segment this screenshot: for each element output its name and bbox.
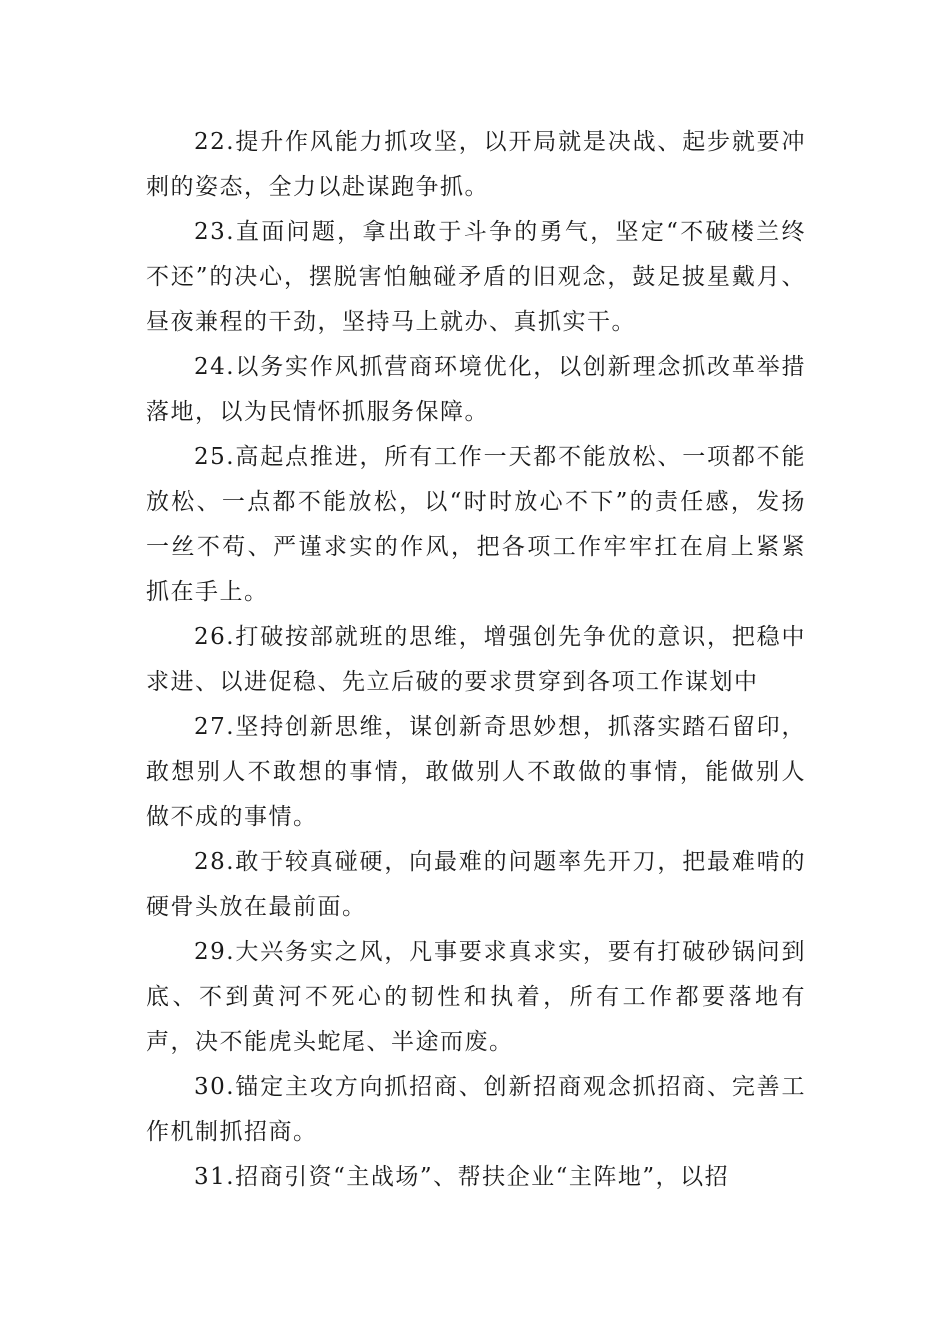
document-body (146, 120, 806, 1200)
paragraph-29: 29.大兴务实之风，凡事要求真求实，要有打破砂锅问到底、不到黄河不死心的韧性和执着，所有工作都要落地有声，决不能虎头蛇尾、半途而废。 (146, 939, 806, 1055)
paragraph-27: 27.坚持创新思维，谋创新奇思妙想，抓落实踏石留印，敢想别人不敢想的事情，敢做别人不敢做的事情，能做别人做不成的事情。 (146, 714, 806, 830)
paragraph-25: 25.高起点推进，所有工作一天都不能放松、一项都不能放松、一点都不能放松，以“时时放心不下”的责任感，发扬一丝不苟、严谨求实的作风，把各项工作牢牢扛在肩上紧紧抓在手上。 (146, 444, 806, 605)
paragraph-28: 28.敢于较真碰硬，向最难的问题率先开刀，把最难啃的硬骨头放在最前面。 (146, 849, 806, 920)
paragraph-22: 22.提升作风能力抓攻坚，以开局就是决战、起步就要冲刺的姿态，全力以赴谋跑争抓。 (146, 129, 806, 200)
paragraph-24: 24.以务实作风抓营商环境优化，以创新理念抓改革举措落地，以为民情怀抓服务保障。 (146, 354, 806, 425)
paragraph-31: 31.招商引资“主战场”、帮扶企业“主阵地”，以招 (194, 1164, 730, 1190)
paragraph-30: 30.锚定主攻方向抓招商、创新招商观念抓招商、完善工作机制抓招商。 (146, 1074, 806, 1145)
paragraph-23: 23.直面问题，拿出敢于斗争的勇气，坚定“不破楼兰终不还”的决心，摆脱害怕触碰矛盾的旧观念，鼓足披星戴月、昼夜兼程的干劲，坚持马上就办、真抓实干。 (146, 219, 806, 335)
paragraph-26: 26.打破按部就班的思维，增强创先争优的意识，把稳中求进、以进促稳、先立后破的要求贯穿到各项工作谋划中 (146, 624, 806, 695)
